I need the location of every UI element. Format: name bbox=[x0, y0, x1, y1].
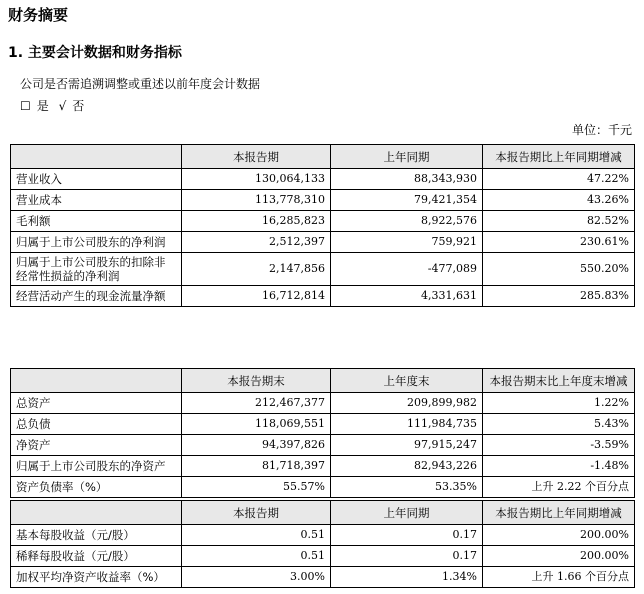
table-cell: 0.17 bbox=[331, 546, 483, 567]
table-cell: 0.17 bbox=[331, 525, 483, 546]
table-cell: 113,778,310 bbox=[182, 190, 331, 211]
table-row bbox=[11, 435, 635, 456]
table-cell: 1.34% bbox=[331, 567, 483, 588]
option-yes-label: 是 bbox=[36, 99, 49, 113]
table-cell: -477,089 bbox=[331, 253, 483, 286]
table-cell: 97,915,247 bbox=[331, 435, 483, 456]
row-label: 经营活动产生的现金流量净额 bbox=[11, 286, 182, 307]
row-label: 营业收入 bbox=[11, 169, 182, 190]
table-cell: 16,712,814 bbox=[182, 286, 331, 307]
column-header bbox=[11, 369, 182, 393]
table-cell: 82,943,226 bbox=[331, 456, 483, 477]
table-cell: 16,285,823 bbox=[182, 211, 331, 232]
table-row bbox=[11, 253, 635, 286]
row-label: 营业成本 bbox=[11, 190, 182, 211]
table-header-row bbox=[11, 501, 635, 525]
table-cell: 0.51 bbox=[182, 525, 331, 546]
table-cell: 4,331,631 bbox=[331, 286, 483, 307]
option-no-label: 否 bbox=[72, 99, 85, 113]
table-row bbox=[11, 567, 635, 588]
table-cell: 43.26% bbox=[483, 190, 635, 211]
table-cell: 5.43% bbox=[483, 414, 635, 435]
table-cell: 285.83% bbox=[483, 286, 635, 307]
table-row bbox=[11, 414, 635, 435]
per-share-table bbox=[10, 500, 635, 588]
column-header: 本报告期末比上年度末增减 bbox=[483, 369, 635, 393]
row-label: 加权平均净资产收益率（%） bbox=[11, 567, 182, 588]
income-table bbox=[10, 144, 635, 307]
column-header: 上年同期 bbox=[331, 145, 483, 169]
row-label: 毛利额 bbox=[11, 211, 182, 232]
table-row bbox=[11, 169, 635, 190]
table-cell: 130,064,133 bbox=[182, 169, 331, 190]
table-cell: 81,718,397 bbox=[182, 456, 331, 477]
table-cell: 200.00% bbox=[483, 546, 635, 567]
column-header: 本报告期末 bbox=[182, 369, 331, 393]
table-row bbox=[11, 232, 635, 253]
table-row bbox=[11, 525, 635, 546]
table-row bbox=[11, 211, 635, 232]
column-header: 本报告期比上年同期增减 bbox=[483, 501, 635, 525]
table-cell: 55.57% bbox=[182, 477, 331, 498]
table-cell: 3.00% bbox=[182, 567, 331, 588]
table-cell: 53.35% bbox=[331, 477, 483, 498]
table-cell: 82.52% bbox=[483, 211, 635, 232]
table-row bbox=[11, 393, 635, 414]
row-label: 总负债 bbox=[11, 414, 182, 435]
table-cell: 550.20% bbox=[483, 253, 635, 286]
table-cell: 79,421,354 bbox=[331, 190, 483, 211]
table-cell: 88,343,930 bbox=[331, 169, 483, 190]
table-cell: 1.22% bbox=[483, 393, 635, 414]
table-row bbox=[11, 477, 635, 498]
table-cell: 230.61% bbox=[483, 232, 635, 253]
table-cell: 209,899,982 bbox=[331, 393, 483, 414]
column-header: 本报告期 bbox=[182, 145, 331, 169]
table-cell: 2,512,397 bbox=[182, 232, 331, 253]
table-cell: -1.48% bbox=[483, 456, 635, 477]
table-cell: 上升 1.66 个百分点 bbox=[483, 567, 635, 588]
table-row bbox=[11, 190, 635, 211]
row-label: 净资产 bbox=[11, 435, 182, 456]
table-cell: 111,984,735 bbox=[331, 414, 483, 435]
column-header: 上年度末 bbox=[331, 369, 483, 393]
checkmark-icon: √ bbox=[58, 99, 67, 113]
table-row bbox=[11, 456, 635, 477]
row-label: 归属于上市公司股东的扣除非经常性损益的净利润 bbox=[11, 253, 182, 286]
row-label: 归属于上市公司股东的净利润 bbox=[11, 232, 182, 253]
table-cell: 118,069,551 bbox=[182, 414, 331, 435]
row-label: 基本每股收益（元/股） bbox=[11, 525, 182, 546]
table-cell: -3.59% bbox=[483, 435, 635, 456]
table-header-row bbox=[11, 369, 635, 393]
restatement-question: 公司是否需追溯调整或重述以前年度会计数据 bbox=[20, 77, 261, 91]
page-title: 财务摘要 bbox=[8, 6, 69, 24]
column-header bbox=[11, 501, 182, 525]
table-cell: 上升 2.22 个百分点 bbox=[483, 477, 635, 498]
table-cell: 759,921 bbox=[331, 232, 483, 253]
table-cell: 8,922,576 bbox=[331, 211, 483, 232]
column-header: 上年同期 bbox=[331, 501, 483, 525]
column-header: 本报告期 bbox=[182, 501, 331, 525]
table-row bbox=[11, 286, 635, 307]
table-cell: 94,397,826 bbox=[182, 435, 331, 456]
restatement-options bbox=[20, 97, 90, 114]
checkbox-empty-icon: ☐ bbox=[20, 99, 31, 113]
unit-label: 单位：千元 bbox=[571, 123, 632, 137]
row-label: 归属于上市公司股东的净资产 bbox=[11, 456, 182, 477]
column-header: 本报告期比上年同期增减 bbox=[483, 145, 635, 169]
row-label: 资产负债率（%） bbox=[11, 477, 182, 498]
balance-table bbox=[10, 368, 635, 498]
table-cell: 0.51 bbox=[182, 546, 331, 567]
section-heading: 1. 主要会计数据和财务指标 bbox=[8, 45, 182, 61]
table-header-row bbox=[11, 145, 635, 169]
table-row bbox=[11, 546, 635, 567]
table-cell: 200.00% bbox=[483, 525, 635, 546]
table-cell: 47.22% bbox=[483, 169, 635, 190]
column-header bbox=[11, 145, 182, 169]
table-cell: 2,147,856 bbox=[182, 253, 331, 286]
row-label: 稀释每股收益（元/股） bbox=[11, 546, 182, 567]
row-label: 总资产 bbox=[11, 393, 182, 414]
table-cell: 212,467,377 bbox=[182, 393, 331, 414]
